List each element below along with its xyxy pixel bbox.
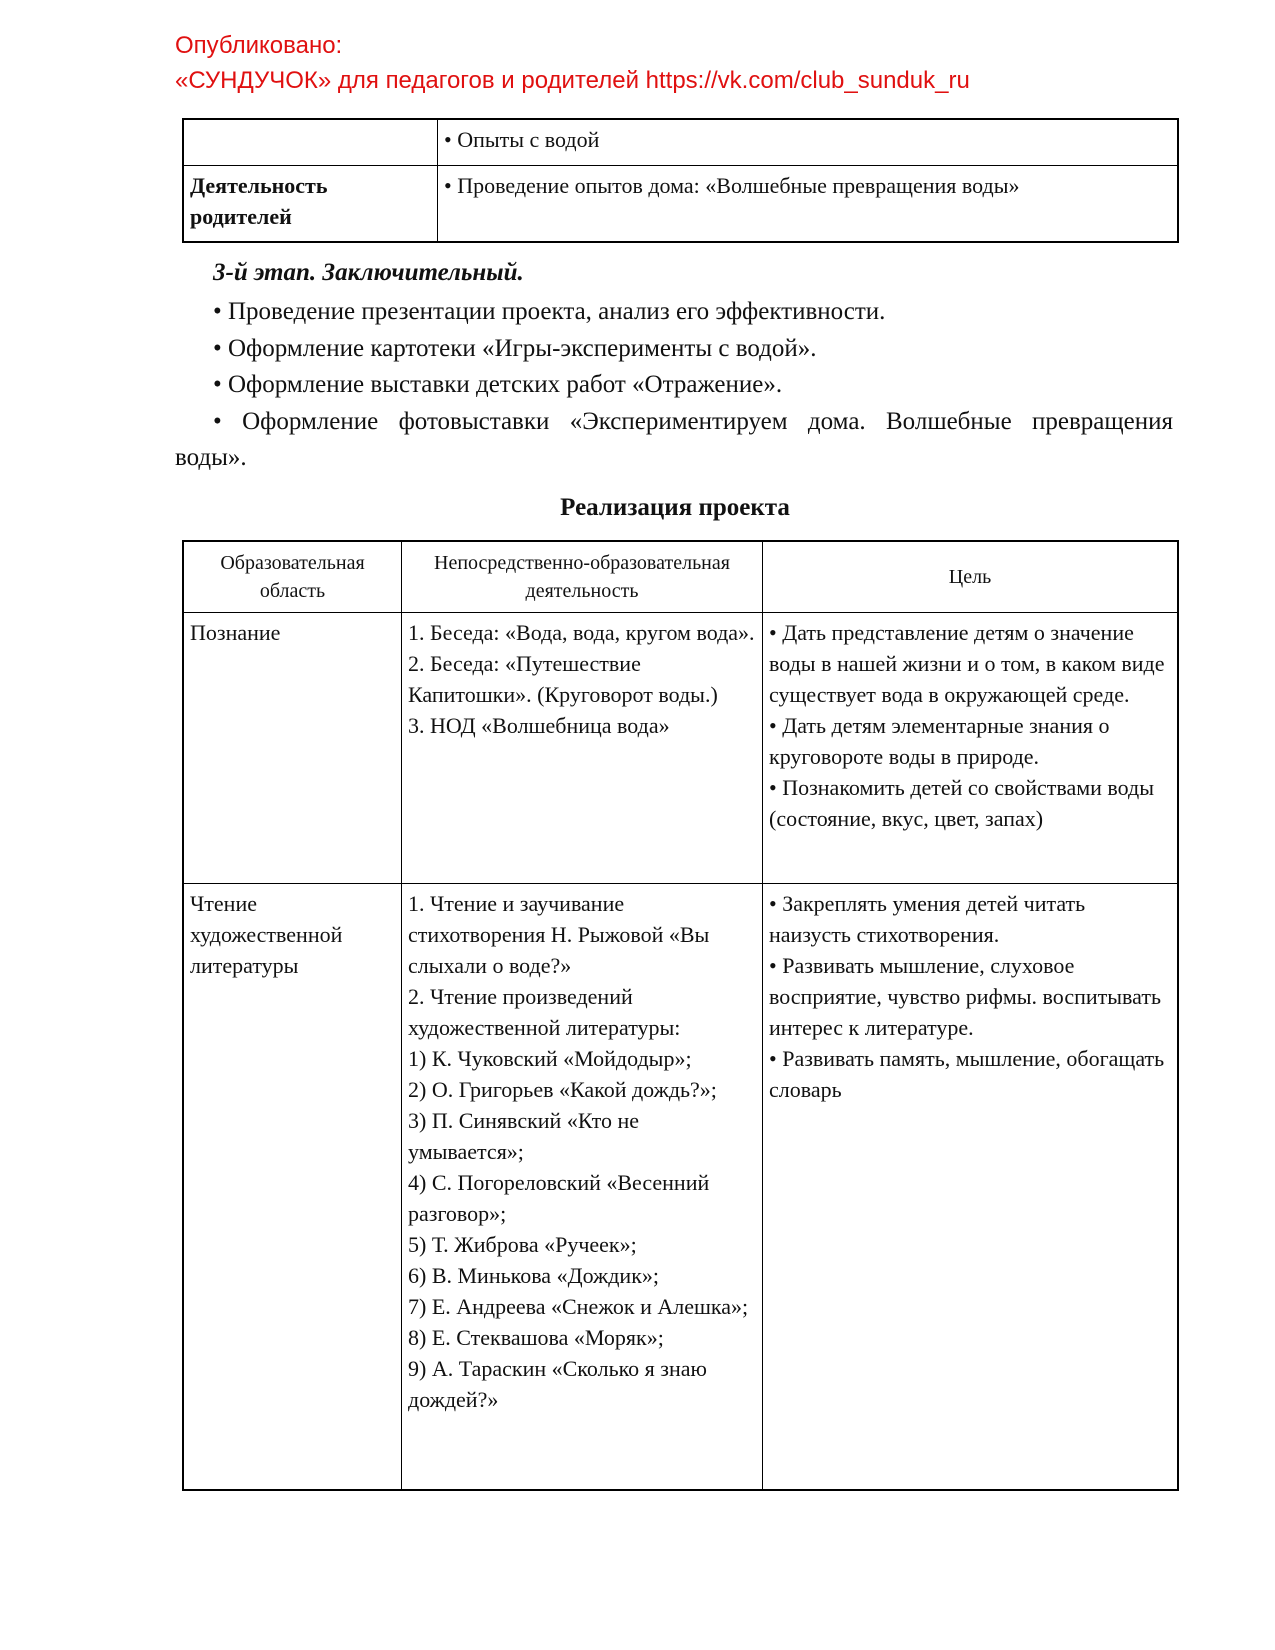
table1-label [183,119,438,165]
area-cell: Познание [183,612,402,883]
activity-item: 5) Т. Жиброва «Ручеек»; [408,1231,637,1257]
table1-text: • Проведение опытов дома: «Волшебные превращения воды» [438,165,1179,242]
header-activity: Непосредственно-образовательная деятельность [402,541,763,612]
goal-item: • Познакомить детей со свойствами воды (состояние, вкус, цвет, запах) [769,774,1154,831]
activity-item: 1. Чтение и заучивание стихотворения Н. Рыжовой «Вы слыхали о воде?» [408,890,710,978]
activity-item: 1. Беседа: «Вода, вода, кругом вода». [408,619,755,645]
goal-item: • Развивать память, мышление, обогащать словарь [769,1045,1165,1102]
area-cell: Чтение художественной литературы [183,883,402,1490]
goals-cell [763,612,1179,883]
table-row [183,612,1178,883]
table1-label: Деятельность родителей [183,165,438,242]
activity-item: 2. Беседа: «Путешествие Капитошки». (Круговорот воды.) [408,650,718,707]
goals-cell [763,883,1179,1490]
activity-item: 2. Чтение произведений художественной литературы: [408,983,681,1040]
activity-item: 4) С. Погореловский «Весенний разговор»; [408,1169,710,1226]
goal-item: • Закреплять умения детей читать наизусть стихотворения. [769,890,1086,947]
activity-item: 3. НОД «Волшебница вода» [408,712,670,738]
table1-text: • Опыты с водой [438,119,1179,165]
published-label: Опубликовано: [175,32,343,59]
activities-cell [402,883,763,1490]
stage3-item: • Оформление фотовыставки «Экспериментируем дома. Волшебные превращения воды». [175,408,1173,471]
activity-item: 9) А. Тараскин «Сколько я знаю дождей?» [408,1355,707,1412]
header-area: Образовательная область [183,541,402,612]
activity-item: 8) Е. Стеквашова «Моряк»; [408,1324,664,1350]
header-goal: Цель [763,541,1179,612]
activity-item: 7) Е. Андреева «Снежок и Алешка»; [408,1293,749,1319]
activities-cell [402,612,763,883]
stage3-title: 3-й этап. Заключительный. [213,259,524,286]
project-implementation-table [182,540,1179,1491]
section-title: Реализация проекта [560,494,790,521]
stage3-item: • Проведение презентации проекта, анализ его эффективности. [213,298,886,325]
activity-item: 3) П. Синявский «Кто не умывается»; [408,1107,640,1164]
goal-item: • Развивать мышление, слуховое восприятие, чувство рифмы. воспитывать интерес к литературе. [769,952,1161,1040]
activity-item: 1) К. Чуковский «Мойдодыр»; [408,1045,692,1071]
stage3-item: • Оформление картотеки «Игры-эксперименты с водой». [213,335,817,362]
stage3-item: • Оформление выставки детских работ «Отражение». [213,371,783,398]
table-row [183,883,1178,1490]
activity-item: 2) О. Григорьев «Какой дождь?»; [408,1076,717,1102]
activity-item: 6) В. Минькова «Дождик»; [408,1262,660,1288]
published-source-link[interactable]: «СУНДУЧОК» для педагогов и родителей https://vk.com/club_sunduk_ru [175,67,970,94]
goal-item: • Дать представление детям о значение воды в нашей жизни и о том, в каком виде существует вода в окружающей среде. [769,619,1165,707]
goal-item: • Дать детям элементарные знания о круговороте воды в природе. [769,712,1110,769]
parents-activity-table [182,118,1179,243]
